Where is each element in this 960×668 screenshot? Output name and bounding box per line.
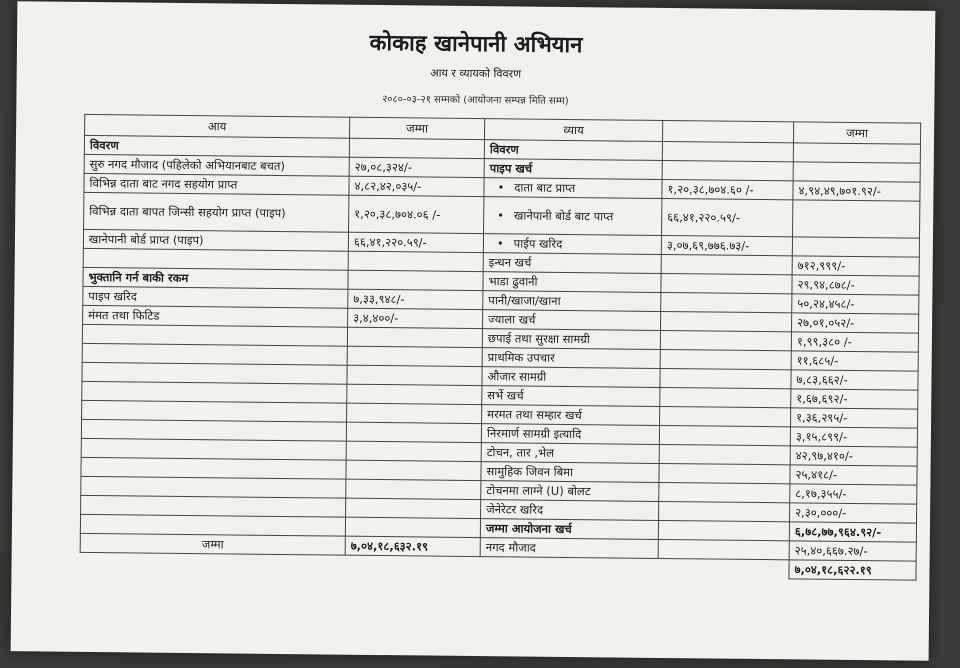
expense-total-amount: २५,४१८/-	[790, 465, 917, 485]
expense-total-amount: ११,६८५/-	[791, 351, 918, 371]
expense-sub-amount	[662, 141, 793, 161]
document-page	[11, 1, 936, 661]
expense-label: पानी/खाजा/खाना	[483, 291, 661, 312]
expense-total-amount: १,६७,६९२/-	[791, 389, 918, 409]
income-total-label: जम्मा	[80, 533, 345, 555]
income-amount: ४,८२,४२,०३५/-	[349, 176, 484, 196]
income-label: विवरण	[84, 135, 349, 157]
expense-total-amount	[792, 237, 919, 257]
expense-sub-amount	[660, 406, 791, 426]
expense-sub-amount	[660, 349, 791, 369]
income-amount	[347, 327, 482, 347]
expense-label: मरमत तथा सम्हार खर्च	[482, 405, 660, 426]
expense-sub-amount	[661, 311, 792, 331]
expense-label	[480, 557, 658, 578]
expense-sub-amount	[662, 160, 793, 180]
income-amount: ६६,४१,२२०.५९/-	[348, 232, 483, 252]
income-amount	[348, 251, 483, 271]
income-amount	[346, 441, 481, 461]
income-label: खानेपानी बोर्ड प्राप्त (पाइप)	[83, 229, 348, 251]
expense-label: • पाईप खरिद	[483, 234, 661, 255]
income-label: मंमत तथा फिटिड	[83, 305, 348, 327]
expense-label: • दाता बाट प्राप्त	[484, 178, 662, 199]
income-amount	[347, 346, 482, 366]
expense-total-amount: ३,१५,८९९/-	[790, 427, 917, 447]
income-label: विभिन्न दाता बापत जिन्सी सहयोग प्राप्त (पाइप)	[84, 192, 349, 232]
expense-sub-amount	[660, 387, 791, 407]
expense-label: छपाई तथा सुरक्षा सामग्री	[482, 329, 660, 350]
income-amount	[346, 479, 481, 499]
expense-sub-header	[662, 120, 793, 142]
expense-total-amount: १,३६,२९५/-	[791, 408, 918, 428]
income-label: पाइप खरिद	[83, 286, 348, 308]
expense-sub-amount	[659, 425, 790, 445]
expense-header: व्याय	[485, 119, 663, 142]
income-amount	[349, 138, 484, 158]
expense-total-amount: ६,७८,७७,९६४.९२/-	[789, 522, 916, 542]
document-subtitle: आय र व्यायको विवरण	[430, 66, 522, 81]
income-amount	[346, 460, 481, 480]
income-amount: २७,०८,३२४/-	[349, 157, 484, 177]
income-label: सुरु नगद मौजाद (पहिलेको अभियानबाट बचत)	[84, 154, 349, 176]
expense-label: इन्धन खर्च	[483, 253, 661, 274]
expense-total-amount: ४,९४,४९,७०१.९२/-	[793, 181, 920, 201]
expense-total-header: जम्मा	[793, 122, 920, 144]
expense-sub-amount: ६६,४१,२२०.५९/-	[662, 198, 793, 236]
expense-sub-amount	[661, 254, 792, 274]
expense-label: ज्याला खर्च	[483, 310, 661, 331]
expense-total-amount: २९,९४,८७८/-	[792, 275, 919, 295]
income-amount	[347, 365, 482, 385]
income-total-amount: ७,०४,१८,६३२.१९	[345, 536, 480, 556]
expense-sub-amount: ३,०७,६९,७७६.७३/-	[661, 235, 792, 255]
expense-sub-amount	[660, 368, 791, 388]
expense-total-amount	[793, 200, 920, 238]
income-header: आय	[85, 114, 350, 138]
document-title: कोकाह खानेपानी अभियान	[369, 30, 583, 59]
expense-sub-amount	[658, 520, 789, 540]
expense-label: नगद मौजाद	[480, 538, 658, 559]
expense-sub-amount	[659, 444, 790, 464]
expense-label: भाडा ढुवानी	[483, 272, 661, 293]
expense-sub-amount	[658, 558, 789, 578]
expense-label: जम्मा आयोजना खर्च	[480, 519, 658, 540]
expense-total-amount: ७१२,९९९/-	[792, 256, 919, 276]
expense-sub-amount	[660, 330, 791, 350]
income-amount: ७,३३,९४८/-	[348, 289, 483, 309]
income-label	[80, 552, 345, 574]
expense-sub-amount	[661, 273, 792, 293]
date-note: २०८०-०३-२१ सम्मको (आयोजना सम्पन्न मिति सम्म)	[382, 94, 569, 107]
income-label: विभिन्न दाता बाट नगद सहयोग प्राप्त	[84, 173, 349, 195]
income-amount	[345, 555, 480, 575]
expense-sub-amount	[658, 539, 789, 559]
expense-label: औजार सामग्री	[482, 367, 660, 388]
expense-total-amount: १,९९,३८० /-	[791, 332, 918, 352]
expense-total-amount	[793, 162, 920, 182]
expense-total-amount: ५०,२४,४५८/-	[792, 294, 919, 314]
expense-total-amount: २,३०,०००/-	[790, 503, 917, 523]
income-label: भुक्तानि गर्न बाकी रकम	[83, 267, 348, 289]
expense-label: जेनेरेटर खरिद	[481, 500, 659, 521]
expense-sub-amount: १,२०,३८,७०४.६० /-	[662, 179, 793, 199]
expense-sub-amount	[659, 501, 790, 521]
income-amount	[348, 270, 483, 290]
expense-label: निरमार्ण सामग्री इत्यादि	[481, 424, 659, 445]
expense-label: पाइप खर्च	[484, 159, 662, 180]
expense-sub-amount	[659, 482, 790, 502]
expense-total-amount: ७,८३,६६२/-	[791, 370, 918, 390]
income-amount	[347, 384, 482, 404]
expense-label: प्राथमिक उपचार	[482, 348, 660, 369]
grand-total-amount: ७,०४,१८,६२२.१९	[789, 560, 916, 580]
expense-label: • खानेपानी बोर्ड बाट पाप्त	[484, 197, 662, 236]
income-amount: ३,४,४००/-	[348, 308, 483, 328]
expense-label: सामुहिक जिवन बिमा	[481, 462, 659, 483]
expense-label: टोचनमा लाग्ने (U) बोलट	[481, 481, 659, 502]
income-amount	[345, 517, 480, 537]
expense-label: विवरण	[484, 140, 662, 161]
income-amount: १,२०,३८,७०४.०६ /-	[349, 195, 484, 233]
expense-sub-amount	[661, 292, 792, 312]
income-amount	[347, 403, 482, 423]
income-amount	[346, 422, 481, 442]
expense-total-amount: ४२,९७,४१०/-	[790, 446, 917, 466]
income-amount	[346, 498, 481, 518]
expense-sub-amount	[659, 463, 790, 483]
expense-label: सर्भे खर्च	[482, 386, 660, 407]
income-expense-table	[79, 114, 921, 581]
expense-total-amount: २७,०१,०५२/-	[792, 313, 919, 333]
expense-label: टोचन, तार ,भेल	[481, 443, 659, 464]
expense-total-amount	[793, 143, 920, 163]
income-total-header: जम्मा	[350, 117, 485, 139]
expense-total-amount: २५,४०,६६७.२७/-	[789, 541, 916, 561]
expense-total-amount: ८,१७,३५५/-	[790, 484, 917, 504]
